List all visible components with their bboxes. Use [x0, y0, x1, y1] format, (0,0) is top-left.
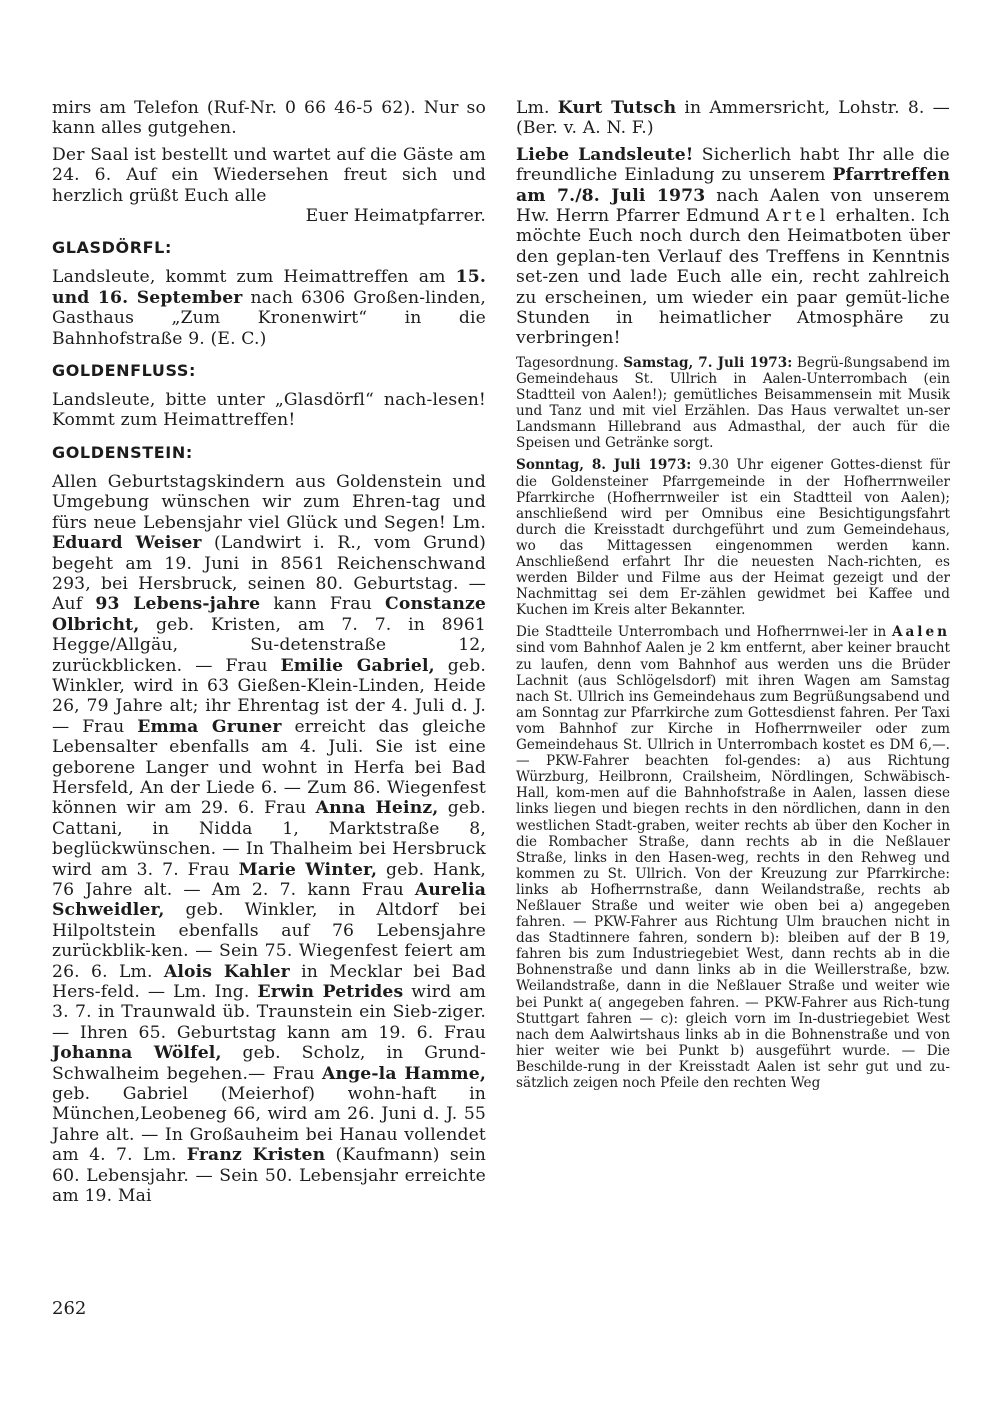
- right-paragraph-1: Lm. Kurt Tutsch in Ammersricht, Lohstr. 8. — (Ber. v. A. N. F.): [516, 98, 950, 139]
- heading-glasdoerfl: GLASDÖRFL:: [52, 238, 172, 258]
- heading-goldenstein: GOLDENSTEIN:: [52, 442, 193, 462]
- agenda-saturday: Tagesordnung. Samstag, 7. Juli 1973: Begrü-ßungsabend im Gemeindehaus St. Ullrich in Aalen-Unterrombach (ein Stadtteil von Aalen!); gemütliches Beisammensein mit Musik und Tanz und mit viel Erzählen. Das Haus verwaltet un-ser Landsmann Hillebrand aus Admasthal, der auch für die Speisen und Getränke sorgt.: [516, 354, 951, 452]
- directions-paragraph: Die Stadtteile Unterrombach und Hofherrnwei-ler in Aalen sind vom Bahnhof Aalen je 2 km entfernt, aber keiner braucht zu laufen, denn vom Bahnhof aus werden uns die Brüder Lachnit (aus Schlögelsdorf) mit ihren Wagen am Samstag nach St. Ullrich ins Gemeindehaus zum Begrüßungsabend und am Sonntag zur Pfarrkirche zum Gottesdienst fahren. Per Taxi vom Bahnhof zur Kirche in Hofherrnweiler oder zum Gemeindehaus St. Ullrich in Unterrombach kostet es DM 6,—. — PKW-Fahrer beachten fol-gendes: a) aus Richtung Würzburg, Heilbronn, Crailsheim, Nördlingen, Schwäbisch-Hall, kom-men auf die Bahnhofstraße in Aalen, lassen diese links liegen und biegen rechts in den nördlichen, dann in den westlichen Stadt-graben, weiter rechts ab über den Kocher in die Rombacher Straße, dann rechts ab in die Neßlauer Straße, links in den Hasen-weg, rechts in den Rehweg und kommen zu St. Ullrich. Von der Kreuzung zur Pfarrkirche: links ab Hofherrnstraße, dann Weilandstraße, rechts ab Neßlauer Straße und weiter wie oben bei a) angegeben fahren. — PKW-Fahrer aus Richtung Ulm brauchen nicht in das Stadtinnere fahren, sondern b): bleiben auf der B 19, fahren bis zum Industriegebiet West, dann rechts ab in die Bohnenstraße und dann links ab in die Weillerstraße, bzw. Weilandstraße, dann in die Neßlauer Straße und weiter wie bei Punkt a( angegeben fahren. — PKW-Fahrer aus Rich-tung Stuttgart fahren — c): gleich vorn im In-dustriegebiet West nach dem Aalwirtshaus links ab in die Bohnenstraße und von hier weiter wie bei Punkt b) ausgeführt wurde. — Die Beschilde-rung in der Kreisstadt Aalen ist sehr gut und zu-sätzlich zeigen noch Pfeile den rechten Weg: [516, 624, 950, 1091]
- intro-paragraph-1: mirs am Telefon (Ruf-Nr. 0 66 46-5 62). Nur so kann alles gutgehen.: [52, 98, 486, 139]
- heading-goldenfluss: GOLDENFLUSS:: [52, 361, 197, 381]
- signature: Euer Heimatpfarrer.: [305, 206, 486, 227]
- page-number: 262: [52, 1298, 87, 1319]
- intro-paragraph-2: Der Saal ist bestellt und wartet auf die Gäste am 24. 6. Auf ein Wiedersehen freut sich und herzlich grüßt Euch alle: [52, 144, 486, 206]
- glasdoerfl-paragraph: Landsleute, kommt zum Heimattreffen am 15. und 16. September nach 6306 Großen-linden, Gasthaus „Zum Kronenwirt“ in die Bahnhofstraße 9. (E. C.): [52, 267, 486, 349]
- goldenstein-paragraph: Allen Geburtstagskindern aus Goldenstein und Umgebung wünschen wir zum Ehren-tag und fürs neue Lebensjahr viel Glück und Segen! Lm. Eduard Weiser (Landwirt i. R., vom Grund) begeht am 19. Juni in 8561 Reichenschwand 293, bei Hersbruck, seinen 80. Geburtstag. — Auf 93 Lebens-jahre kann Frau Constanze Olbricht, geb. Kristen, am 7. 7. in 8961 Hegge/Allgäu, Su-detenstraße 12, zurückblicken. — Frau Emilie Gabriel, geb. Winkler, wird in 63 Gießen-Klein-Linden, Heide 26, 79 Jahre alt; ihr Ehrentag ist der 4. Juli d. J. — Frau Emma Gruner erreicht das gleiche Lebensalter ebenfalls am 4. Juli. Sie ist eine geborene Langer und wohnt in Herfa bei Bad Hersfeld, An der Liede 6. — Zum 86. Wiegenfest können wir am 29. 6. Frau Anna Heinz, geb. Cattani, in Nidda 1, Marktstraße 8, beglückwünschen. — In Thalheim bei Hersbruck wird am 3. 7. Frau Marie Winter, geb. Hank, 76 Jahre alt. — Am 2. 7. kann Frau Aurelia Schweidler, geb. Winkler, in Altdorf bei Hilpoltstein ebenfalls auf 76 Lebensjahre zurückblik-ken. — Sein 75. Wiegenfest feiert am 26. 6. Lm. Alois Kahler in Mecklar bei Bad Hers-feld. — Lm. Ing. Erwin Petrides wird am 3. 7. in Traunwald üb. Traunstein ein Sieb-ziger. — Ihren 65. Geburtstag kann am 19. 6. Frau Johanna Wölfel, geb. Scholz, in Grund-Schwalheim begehen.— Frau Ange-la Hamme, geb. Gabriel (Meierhof) wohn-haft in München,Leobeneg 66, wird am 26. Juni d. J. 55 Jahre alt. — In Großauheim bei Hanau vollendet am 4. 7. Lm. Franz Kristen (Kaufmann) sein 60. Lebensjahr. — Sein 50. Lebensjahr erreichte am 19. Mai: [52, 471, 487, 1207]
- right-paragraph-2: Liebe Landsleute! Sicherlich habt Ihr alle die freundliche Einladung zu unserem Pfarrtreffen am 7./8. Juli 1973 nach Aalen von unserem Hw. Herrn Pfarrer Edmund Artel erhalten. Ich möchte Euch noch durch den Heimatboten über den geplan-ten Verlauf des Treffens in Kenntnis set-zen und lade Euch alle ein, recht zahlreich zu erscheinen, um wieder ein paar gemüt-liche Stunden in heimatlicher Atmosphäre zu verbringen!: [516, 144, 950, 349]
- agenda-sunday: Sonntag, 8. Juli 1973: 9.30 Uhr eigener Gottes-dienst für die Goldensteiner Pfarrgemeinde in der Hofherrnweiler Pfarrkirche (Hofherrnweiler ist ein Stadtteil von Aalen); anschließend wird per Omnibus eine Besichtigungsfahrt durch die Kreisstadt durchgeführt und zum Gemeindehaus, wo das Mittagessen eingenommen werden kann. Anschließend erfahrt Ihr die neuesten Nach-richten, es werden Bilder und Filme aus der Heimat gezeigt und der Nachmittag sei dem Er-zählen gewidmet bei Kaffee und Kuchen im Kreis alter Bekannter.: [516, 457, 950, 619]
- left-column: [52, 98, 486, 1207]
- goldenfluss-paragraph: Landsleute, bitte unter „Glasdörfl“ nach-lesen! Kommt zum Heimattreffen!: [52, 390, 486, 431]
- right-column: [516, 98, 950, 1091]
